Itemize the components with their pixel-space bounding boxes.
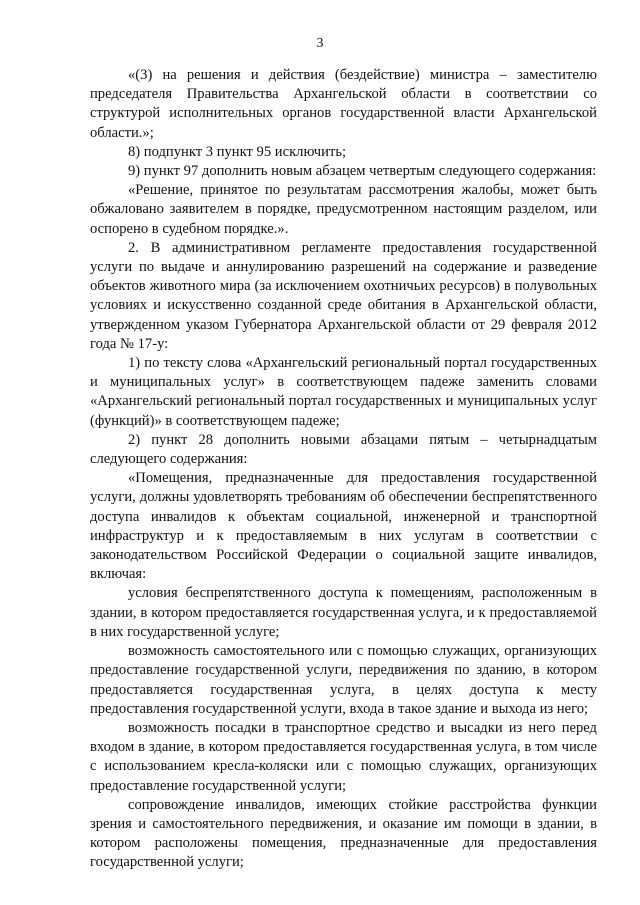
paragraph: 8) подпункт 3 пункт 95 исключить; xyxy=(128,143,347,160)
page-number: 3 xyxy=(316,36,324,51)
paragraph: возможность посадки в транспортное средство и высадки из него перед входом в здание, в котором предоставляется государственная услуга, в том числе с использованием кресла-коляски или с помощью служащих, организующих предоставление государственной услуги; xyxy=(90,719,597,794)
paragraph: условия беспрепятственного доступа к помещениям, расположенным в здании, в котором предоставляется государственная услуга, и к предоставляемой в них государственной услуге; xyxy=(90,585,597,640)
paragraph: «Помещения, предназначенные для предоставления государственной услуги, должны удовлетворять требованиям об обеспечении беспрепятственного доступа инвалидов к объектам социальной, инженерной и транспортной инфраструктур и к предоставляемым в них услугам в соответствии с законодательством Российской Федерации о социальной защите инвалидов, включая: xyxy=(90,470,597,583)
paragraph: возможность самостоятельного или с помощью служащих, организующих предоставление государственной услуги, передвижения по зданию, в котором предоставляется государственная услуга, в целях доступа к месту предоставления государственной услуги, входа в такое здание и выхода из него; xyxy=(90,643,597,717)
paragraph: 9) пункт 97 дополнить новым абзацем четвертым следующего содержания: xyxy=(128,163,597,180)
paragraph: 1) по тексту слова «Архангельский региональный портал государственных и муниципальных услуг» в соответствующем падеже заменить словами «Архангельский региональный портал государственных и муниципальных услуг (функций)» в соответствующем падеже; xyxy=(90,355,597,429)
paragraph: 2) пункт 28 дополнить новыми абзацами пятым – четырнадцатым следующего содержания: xyxy=(90,431,597,468)
document-body xyxy=(90,66,597,873)
paragraph: 2. В административном регламенте предоставления государственной услуги по выдаче и аннулированию разрешений на содержание и разведение объектов животного мира (за исключением охотничьих ресурсов) в полувольных условиях и искусственно созданной среде обитания в Архангельской области, утвержденном указом Губернатора Архангельской области от 29 февраля 2012 года № 17-у: xyxy=(90,239,597,352)
paragraph: «(3) на решения и действия (бездействие) министра – заместителю председателя Правительства Архангельской области в соответствии со структурой исполнительных органов государственной власти Архангельской области.»; xyxy=(90,67,597,141)
paragraph: «Решение, принятое по результатам рассмотрения жалобы, может быть обжаловано заявителем в порядке, предусмотренном настоящим разделом, или оспорено в судебном порядке.». xyxy=(90,182,597,237)
paragraph: сопровождение инвалидов, имеющих стойкие расстройства функции зрения и самостоятельного передвижения, и оказание им помощи в здании, в котором расположены помещения, предназначенные для предоставления государственной услуги; xyxy=(90,796,597,871)
